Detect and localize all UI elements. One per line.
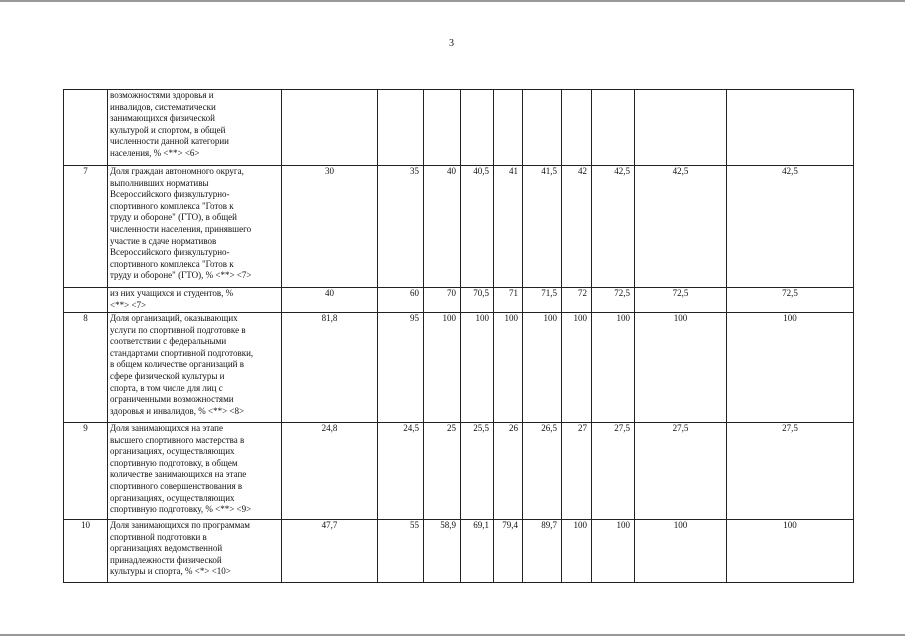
indicator-value: 42,5 <box>635 166 727 288</box>
indicator-description: из них учащихся и студентов, % <**> <7> <box>108 288 282 313</box>
indicator-value: 42,5 <box>592 166 635 288</box>
indicator-description: Доля граждан автономного округа, выполнивших нормативы Всероссийского физкультурно- спортивного комплекса "Готов к труду и обороне" (ГТО), в общей численности населения, принявшего участие в сдаче нормативов Всероссийского физкультурно- спортивного комплекса "Готов к труду и обороне" (ГТО), % <**> <7> <box>108 166 282 288</box>
indicator-value: 58,9 <box>424 520 461 583</box>
indicator-value: 25 <box>424 423 461 520</box>
indicator-value: 72,5 <box>635 288 727 313</box>
indicator-value: 100 <box>461 313 494 423</box>
indicator-value: 100 <box>494 313 523 423</box>
indicator-value: 27,5 <box>635 423 727 520</box>
indicator-value: 100 <box>424 313 461 423</box>
indicator-value: 69,1 <box>461 520 494 583</box>
indicator-value: 25,5 <box>461 423 494 520</box>
table-row <box>64 166 854 288</box>
indicator-value <box>461 90 494 166</box>
page-number: 3 <box>449 38 454 49</box>
row-number <box>64 90 108 166</box>
indicator-value: 30 <box>282 166 378 288</box>
indicator-value <box>635 90 727 166</box>
indicator-value: 89,7 <box>523 520 562 583</box>
indicator-value <box>424 90 461 166</box>
indicator-value <box>494 90 523 166</box>
indicator-value <box>727 90 854 166</box>
indicator-value: 72,5 <box>592 288 635 313</box>
indicator-value: 100 <box>592 520 635 583</box>
indicator-value: 47,7 <box>282 520 378 583</box>
row-number: 10 <box>64 520 108 583</box>
indicator-value <box>523 90 562 166</box>
indicator-value: 27 <box>562 423 592 520</box>
indicator-value: 27,5 <box>727 423 854 520</box>
indicator-value: 72 <box>562 288 592 313</box>
indicator-value: 100 <box>562 520 592 583</box>
indicator-value: 41,5 <box>523 166 562 288</box>
indicator-value: 100 <box>727 313 854 423</box>
indicator-value: 24,8 <box>282 423 378 520</box>
indicator-value: 35 <box>378 166 424 288</box>
scan-top-edge <box>0 0 905 2</box>
indicator-value: 24,5 <box>378 423 424 520</box>
indicator-value: 100 <box>635 313 727 423</box>
indicator-value <box>592 90 635 166</box>
indicator-value: 27,5 <box>592 423 635 520</box>
indicator-description: возможностями здоровья и инвалидов, систематически занимающихся физической культурой и спортом, в общей численности данной категории населения, % <**> <6> <box>108 90 282 166</box>
indicator-value <box>562 90 592 166</box>
indicator-description: Доля занимающихся на этапе высшего спортивного мастерства в организациях, осуществляющих спортивную подготовку, в общем количестве занимающихся на этапе спортивного совершенствования в организациях, осуществляющих спортивную подготовку, % <**> <9> <box>108 423 282 520</box>
row-number <box>64 288 108 313</box>
indicator-value: 60 <box>378 288 424 313</box>
indicator-value: 100 <box>727 520 854 583</box>
indicator-value: 81,8 <box>282 313 378 423</box>
row-number: 9 <box>64 423 108 520</box>
indicators-table <box>63 89 854 583</box>
indicator-value: 100 <box>523 313 562 423</box>
indicator-description: Доля организаций, оказывающих услуги по спортивной подготовке в соответствии с федеральными стандартами спортивной подготовки, в общем количестве организаций в сфере физической культуры и спорта, в том числе для лиц с ограниченными возможностями здоровья и инвалидов, % <**> <8> <box>108 313 282 423</box>
scan-bottom-edge <box>0 634 905 636</box>
indicator-value: 79,4 <box>494 520 523 583</box>
indicator-value: 26,5 <box>523 423 562 520</box>
indicator-value <box>378 90 424 166</box>
indicator-value: 71,5 <box>523 288 562 313</box>
indicator-value: 70,5 <box>461 288 494 313</box>
indicator-value: 40 <box>424 166 461 288</box>
indicator-description: Доля занимающихся по программам спортивной подготовки в организациях ведомственной принадлежности физической культуры и спорта, % <*> <10> <box>108 520 282 583</box>
indicator-value: 71 <box>494 288 523 313</box>
indicator-value: 40 <box>282 288 378 313</box>
indicator-value: 100 <box>592 313 635 423</box>
indicator-value: 55 <box>378 520 424 583</box>
row-number: 8 <box>64 313 108 423</box>
table-row <box>64 90 854 166</box>
row-number: 7 <box>64 166 108 288</box>
indicator-value <box>282 90 378 166</box>
indicator-value: 70 <box>424 288 461 313</box>
table-row <box>64 288 854 313</box>
indicator-value: 41 <box>494 166 523 288</box>
indicator-value: 26 <box>494 423 523 520</box>
table-row <box>64 313 854 423</box>
indicator-value: 95 <box>378 313 424 423</box>
indicator-value: 42,5 <box>727 166 854 288</box>
indicator-value: 40,5 <box>461 166 494 288</box>
table-row <box>64 520 854 583</box>
indicator-value: 100 <box>635 520 727 583</box>
indicator-value: 100 <box>562 313 592 423</box>
table-row <box>64 423 854 520</box>
indicator-value: 42 <box>562 166 592 288</box>
indicator-value: 72,5 <box>727 288 854 313</box>
